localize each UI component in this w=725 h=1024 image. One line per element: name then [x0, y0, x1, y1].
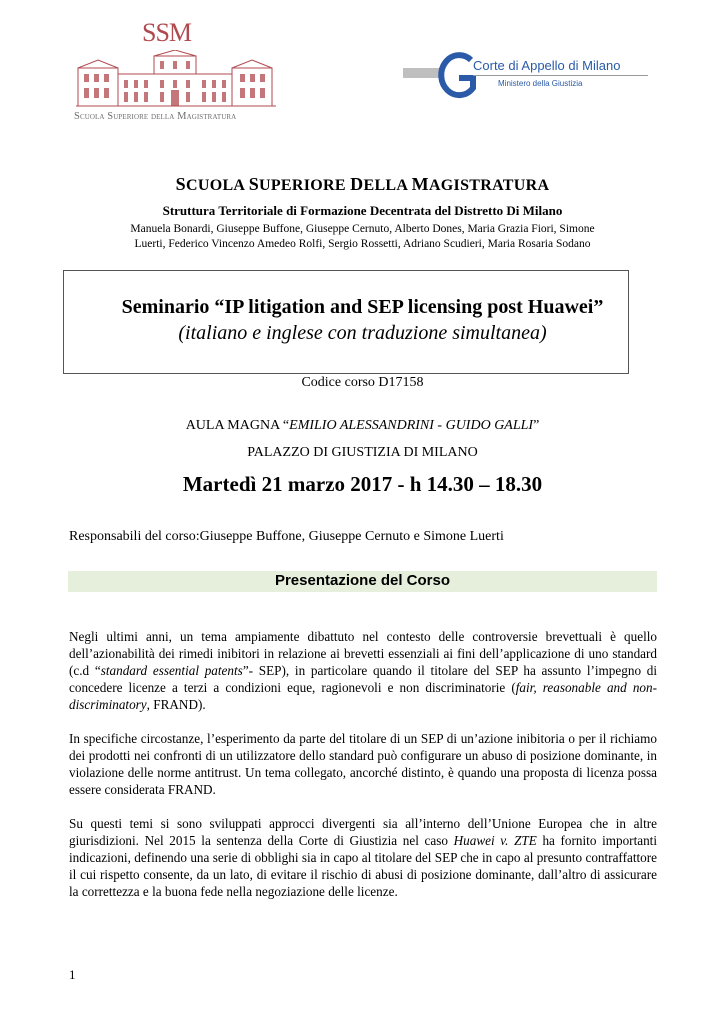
corte-logo-title: Corte di Appello di Milano [473, 58, 621, 73]
school-name-part: ELLA [363, 177, 412, 194]
venue-suffix: ” [533, 418, 540, 433]
paragraph-text: Negli ultimi anni, un tema ampiamente dibattuto nel contesto delle controversie brevettuali è quello dell’azionabilità dei rimedi inibitori in relazione ai brevetti essenziali ai fini dell’applicazione di uno standard (c.d “ [69, 629, 657, 678]
paragraph-emphasis: standard essential patents [100, 663, 243, 678]
paragraph-1 [69, 628, 657, 713]
venue-room [0, 418, 725, 434]
event-date: Martedì 21 marzo 2017 - h 14.30 – 18.30 [182, 472, 543, 496]
paragraph-text: , FRAND). [146, 697, 206, 712]
seminar-title: Seminario “IP litigation and SEP licensing post Huawei” [121, 296, 604, 318]
school-name-part: S [248, 174, 259, 194]
presentazione-heading: Presentazione del Corso [274, 572, 451, 589]
ssm-building-icon [76, 50, 276, 108]
school-name-part: D [350, 174, 364, 194]
venue-prefix: AULA MAGNA “ [185, 418, 290, 433]
corte-logo-subtitle: Ministero della Giustizia [498, 79, 583, 88]
venue-building: PALAZZO DI GIUSTIZIA DI MILANO [247, 445, 478, 460]
corte-appello-logo [403, 50, 653, 110]
school-name-part: S [175, 174, 186, 194]
members-line: Luerti, Federico Vincenzo Amedeo Rolfi, Sergio Rossetti, Adriano Scudieri, Maria Rosaria Sodano [134, 238, 591, 250]
paragraph-emphasis: Huawei v. ZTE [453, 833, 537, 848]
ssm-logo [74, 18, 284, 128]
seminar-subtitle: (italiano e inglese con traduzione simultanea) [178, 322, 547, 344]
paragraph-3 [69, 815, 657, 900]
course-managers: Responsabili del corso:Giuseppe Buffone, Giuseppe Cernuto e Simone Luerti [69, 529, 504, 544]
presentazione-heading-bar [68, 571, 657, 592]
ssm-logo-letters: SSM [142, 18, 192, 47]
members-list [0, 222, 725, 252]
paragraph-text: Su questi temi si sono sviluppati approcci divergenti sia all’interno dell’Unione Europea che in altre giurisdizioni. Nel 2015 la sentenza della Corte di Giustizia nel caso [69, 816, 657, 848]
paragraph-2: In specifiche circostanze, l’esperimento da parte del titolare di un SEP di un’azione inibitoria o per il richiamo dei prodotti nei confronti di un utilizzatore dello standard può configurare un abuso di posizione dominante, in violazione delle norme antitrust. Un tema collegato, ancorché distinto, è quando una proposta di licenza possa essere considerata FRAND. [69, 731, 657, 797]
school-name-part: M [411, 174, 429, 194]
venue-room-name: EMILIO ALESSANDRINI - GUIDO GALLI [289, 418, 534, 433]
school-name-part: CUOLA [185, 177, 249, 194]
school-name [0, 174, 725, 195]
ssm-logo-caption: Scuola Superiore della Magistratura [74, 111, 237, 122]
course-code: Codice corso D17158 [301, 375, 424, 390]
logo-divider-line [473, 75, 648, 76]
paragraph-emphasis: fair, reasonable and non-discriminatory [69, 680, 657, 712]
school-name-part: UPERIORE [259, 177, 351, 194]
paragraph-text: ”- SEP), in particolare quando il titolare del SEP ha assunto l’impegno di concedere licenze a terzi a condizioni eque, ragionevoli e non discriminatorie ( [69, 663, 658, 695]
page-number: 1 [69, 967, 76, 982]
struttura-subtitle: Struttura Territoriale di Formazione Decentrata del Distretto Di Milano [162, 203, 563, 218]
members-line: Manuela Bonardi, Giuseppe Buffone, Giuseppe Cernuto, Alberto Dones, Maria Grazia Fiori, Simone [130, 223, 595, 235]
paragraph-text: ha fornito importanti indicazioni, definendo una serie di obblighi sia in capo al titolare del SEP che in capo al presunto contraffattore il cui rispetto consente, da un lato, di evitare il rischio di abusi di posizione dominante, dall’altro di assicurare la correttezza e la buona fede nella negoziazione delle licenze. [69, 833, 658, 899]
school-name-part: AGISTRATURA [428, 177, 550, 194]
